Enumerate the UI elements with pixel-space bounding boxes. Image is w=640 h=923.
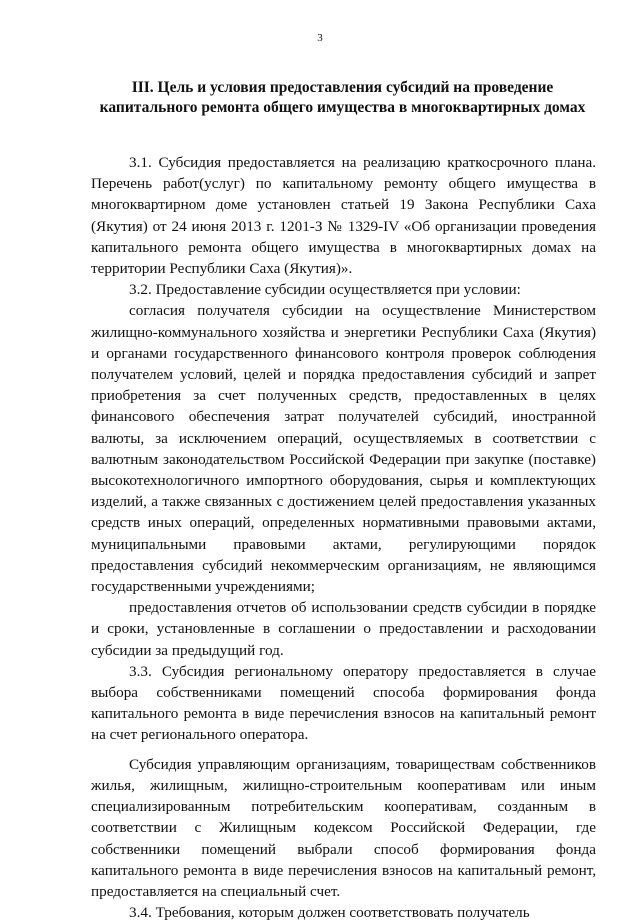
paragraph-condition-consent: согласия получателя субсидии на осуществление Министерством жилищно-коммунального хозяйства и энергетики Республики Саха (Якутия) и органами государственного финансового контроля проверок соблюдения получателем условий, целей и порядка предоставления субсидий и запрет приобретения за счет полученных средств, предоставленных в целях финансового обеспечения затрат получателей субсидий, иностранной валюты, за исключением операций, осуществляемых в соответствии с валютным законодательством Российской Федерации при закупке (поставке) высокотехнологичного импортного оборудования, сырья и комплектующих изделий, а также связанных с достижением целей предоставления указанных средств иных операций, определенных нормативными правовыми актами, муниципальными правовыми актами, регулирующими порядок предоставления субсидий некоммерческим организациям, не являющимся государственными учреждениями; <box>91 302 596 596</box>
paragraph-condition-reports: предоставления отчетов об использовании средств субсидии в порядке и сроки, установленные в соглашении о предоставлении и расходовании субсидии за предыдущий год. <box>91 599 596 659</box>
paragraph-3-1: 3.1. Субсидия предоставляется на реализацию краткосрочного плана. Перечень работ(услуг) по капитальному ремонту общего имущества в многоквартирном доме установлен статьей 19 Закона Республики Саха (Якутия) от 24 июня 2013 г. 1201-З № 1329-IV «Об организации проведения капитального ремонта общего имущества в многоквартирных домах на территории Республики Саха (Якутия)». <box>91 154 596 278</box>
paragraph-3-4: 3.4. Требования, которым должен соответствовать получатель <box>129 904 530 922</box>
paragraph-special-account: Субсидия управляющим организациям, товариществам собственников жилья, жилищным, жилищно-строительным кооперативам или иным специализированным потребительским кооперативам, созданным в соответствии с Жилищным кодексом Российской Федерации, где собственники помещений выбрали способ формирования фонда капитального ремонта в виде перечисления взносов на капитальный ремонт, предоставляется на специальный счет. <box>91 755 596 900</box>
section-title <box>80 78 605 118</box>
section-title-line-2: капитального ремонта общего имущества в многоквартирных домах <box>99 99 586 116</box>
page-number: 3 <box>317 32 323 44</box>
paragraph-3-3: 3.3. Субсидия региональному оператору предоставляется в случае выбора собственниками помещений способа формирования фонда капитального ремонта в виде перечисления взносов на капитальный ремонт на счет регионального оператора. <box>91 662 596 744</box>
section-title-line-1: III. Цель и условия предоставления субсидий на проведение <box>131 79 554 96</box>
paragraph-3-2: 3.2. Предоставление субсидии осуществляется при условии: <box>129 281 521 299</box>
body-text <box>91 152 596 923</box>
